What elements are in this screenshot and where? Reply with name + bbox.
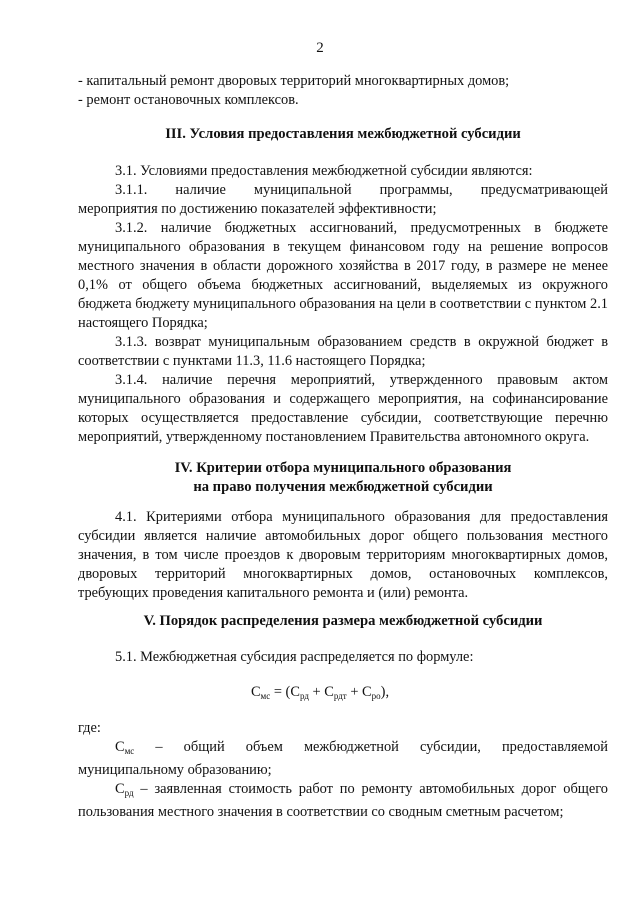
section-5-body [78,648,608,667]
paragraph-3-1-1-line2: мероприятия по достижению показателей эффективности; [78,201,437,217]
formula-plus2: + С [346,684,372,700]
def2-sub: рд [124,788,134,798]
formula-term2-sub: рдт [333,691,347,701]
formula-plus1: + С [308,684,334,700]
where-label: где: [78,720,101,736]
formula-end: ), [380,684,390,700]
def2-symbol: С [115,781,125,797]
formula-lhs-sub: мс [260,691,271,701]
definition-smc-line2: муниципальному образованию; [78,762,272,778]
section-4-body [78,508,608,603]
formula-term3-sub: ро [371,691,381,701]
paragraph-3-1-2: 3.1.2. наличие бюджетных ассигнований, предусмотренных в бюджете муниципального образования в текущем финансовом году на решение вопросов местного значения в области дорожного хозяйства в 2017 году, в размере не менее 0,1% от общего объема бюджетных ассигнований, выделяемых из окружного бюджета бюджету муниципального образования на цели в соответствии с пунктом 2.1 настоящего Порядка; [78,220,608,331]
definition-smc-line1 [78,738,608,761]
section-3-heading: III. Условия предоставления межбюджетной субсидии [165,126,521,142]
definitions [78,719,608,822]
paragraph-5-1: 5.1. Межбюджетная субсидия распределяется по формуле: [115,649,474,665]
definition-srd [78,780,608,822]
def1-sub: мс [124,746,135,756]
list-item: - ремонт остановочных комплексов. [78,92,299,108]
formula-lhs: С [250,684,261,700]
def2-text: – заявленная стоимость работ по ремонту автомобильных дорог общего пользования местного значения в соответствии со сводным сметным расчетом; [78,781,608,820]
bullet-list [78,72,608,110]
section-5-heading: V. Порядок распределения размера межбюджетной субсидии [143,613,543,629]
section-4-heading-line1: IV. Критерии отбора муниципального образования [174,460,512,476]
formula [0,684,640,701]
paragraph-3-1: 3.1. Условиями предоставления межбюджетной субсидии являются: [115,163,533,179]
section-4-heading-line2: на право получения межбюджетной субсидии [193,479,493,495]
page-number: 2 [316,40,324,56]
paragraph-4-1: 4.1. Критериями отбора муниципального образования для предоставления субсидии является наличие автомобильных дорог общего пользования местного значения, в том числе проездов к дворовым территориям многоквартирных домов, дворовых территорий многоквартирных домов, остановочных комплексов, требующих проведения капитального ремонта и (или) ремонта. [78,509,608,601]
section-3-body [78,162,608,447]
def1-text: – общий объем межбюджетной субсидии, предоставляемой [134,739,608,755]
paragraph-3-1-3: 3.1.3. возврат муниципальным образованием средств в окружной бюджет в соответствии с пунктами 11.3, 11.6 настоящего Порядка; [78,334,608,369]
paragraph-3-1-1-line1: 3.1.1. наличие муниципальной программы, предусматривающей [115,182,608,198]
list-item: - капитальный ремонт дворовых территорий многоквартирных домов; [78,73,510,89]
paragraph-3-1-4: 3.1.4. наличие перечня мероприятий, утвержденного правовым актом муниципального образования и содержащего мероприятия, на софинансирование которых осуществляется предоставление субсидии, соответствующие перечню мероприятий, утвержденному постановлением Правительства автономного округа. [78,372,608,445]
formula-term1-sub: рд [299,691,309,701]
section-4-heading [78,459,608,497]
formula-eq: = (С [270,684,300,700]
def1-symbol: С [115,739,125,755]
